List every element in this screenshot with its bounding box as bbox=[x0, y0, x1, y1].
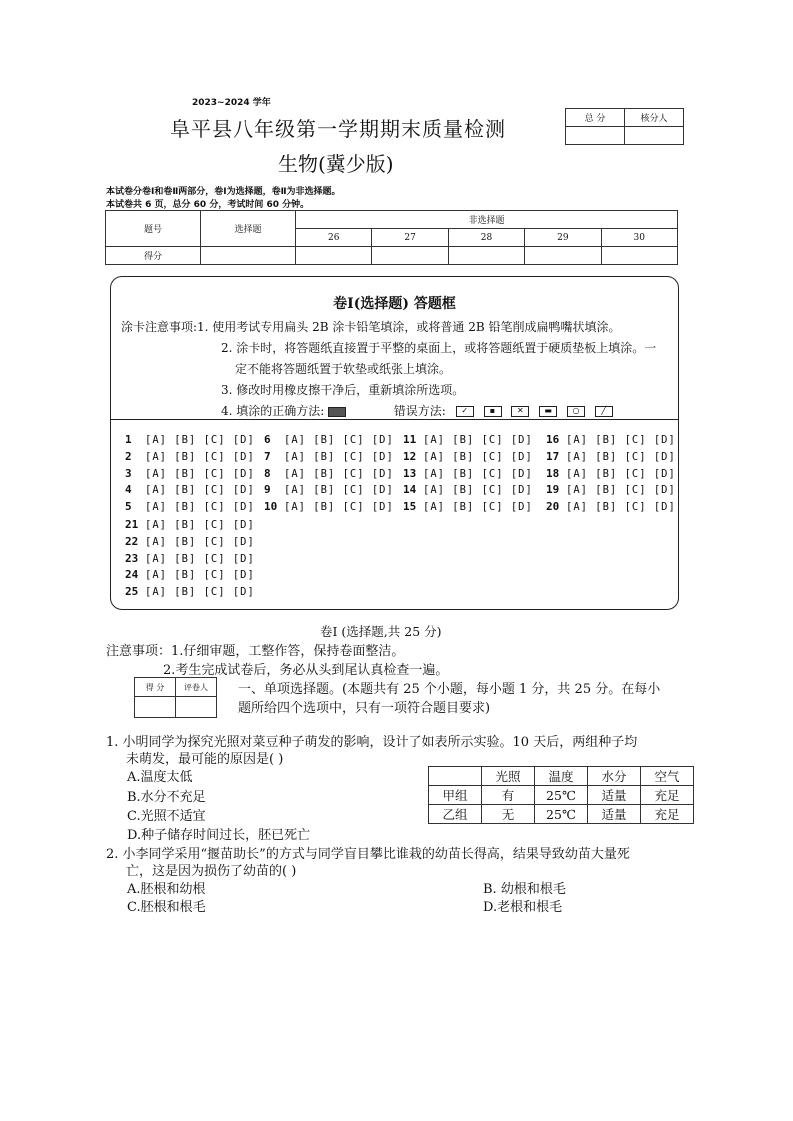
q1-option-b: B.水分不充足 bbox=[127, 790, 206, 805]
note-3: 3. 修改时用橡皮擦干净后，重新填涂所选项。 bbox=[221, 383, 465, 397]
total-score-box bbox=[565, 108, 684, 145]
wrong-check-icon: ✓ bbox=[456, 406, 474, 417]
grader-name-label: 评卷人 bbox=[176, 678, 217, 697]
answer-bubble-row bbox=[546, 450, 676, 463]
answer-bubble-row bbox=[403, 500, 533, 513]
total-score-label: 总 分 bbox=[566, 109, 625, 127]
q1-table-cell: 25℃ bbox=[535, 786, 588, 805]
wrong-dash-icon: ▬ bbox=[539, 406, 557, 417]
answer-options[interactable]: [A] [B] [C] [D] bbox=[145, 484, 255, 497]
question-number: 10 bbox=[264, 500, 278, 514]
q1-experiment-table bbox=[428, 766, 694, 824]
q1-table-header-water: 水分 bbox=[588, 767, 641, 786]
score-table-header-choice: 选择题 bbox=[201, 211, 296, 247]
wrong-slash-icon: ╱ bbox=[595, 406, 613, 417]
question-number: 24 bbox=[125, 568, 139, 582]
score-cell[interactable] bbox=[525, 247, 601, 265]
answer-options[interactable]: [A] [B] [C] [D] bbox=[566, 434, 676, 446]
answer-options[interactable]: [A] [B] [C] [D] bbox=[284, 467, 394, 480]
answer-bubble-row bbox=[125, 500, 255, 513]
q1-table-header-air: 空气 bbox=[641, 767, 694, 786]
answer-options[interactable]: [A] [B] [C] [D] bbox=[145, 552, 255, 565]
q1-table-cell: 无 bbox=[482, 805, 535, 824]
answer-options[interactable]: [A] [B] [C] [D] bbox=[284, 434, 394, 446]
answer-card bbox=[110, 276, 679, 610]
answer-options[interactable]: [A] [B] [C] [D] bbox=[284, 450, 394, 463]
q2-option-d: D.老根和根毛 bbox=[483, 900, 563, 915]
wrong-circle-icon: ○ bbox=[567, 406, 585, 417]
total-score-cell[interactable] bbox=[566, 127, 625, 145]
q1-table-cell: 乙组 bbox=[429, 805, 482, 824]
question-number: 7 bbox=[264, 449, 271, 463]
answer-bubble-row bbox=[125, 535, 255, 548]
question-number: 19 bbox=[546, 483, 560, 497]
answer-options[interactable]: [A] [B] [C] [D] bbox=[145, 501, 255, 514]
answer-bubble-grid bbox=[125, 433, 676, 603]
answer-bubble-row bbox=[125, 518, 255, 531]
answer-options[interactable]: [A] [B] [C] [D] bbox=[566, 484, 676, 497]
checker-cell[interactable] bbox=[625, 127, 684, 145]
q1-table-corner bbox=[429, 767, 482, 786]
question-number: 22 bbox=[125, 534, 139, 548]
correct-fill-example-icon bbox=[328, 407, 346, 417]
answer-bubble-row bbox=[264, 433, 394, 446]
question-number: 17 bbox=[546, 449, 560, 463]
answer-bubble-row bbox=[125, 483, 255, 496]
answer-bubble-row bbox=[546, 467, 676, 480]
q2-stem-2: 亡，这是因为损伤了幼苗的( ) bbox=[126, 864, 297, 879]
score-cell[interactable] bbox=[601, 247, 677, 265]
question-number: 5 bbox=[125, 500, 132, 514]
answer-options[interactable]: [A] [B] [C] [D] bbox=[423, 484, 533, 497]
question-number: 2 bbox=[125, 449, 132, 463]
answer-bubble-row bbox=[403, 467, 533, 480]
grader-name-cell[interactable] bbox=[176, 697, 217, 718]
wrong-dot-icon: ▪ bbox=[484, 406, 502, 417]
question-number: 20 bbox=[546, 500, 560, 514]
q1-option-c: C.光照不适宜 bbox=[127, 809, 206, 824]
intro-line-2: 本试卷共 6 页，总分 60 分，考试时间 60 分钟。 bbox=[106, 200, 310, 210]
volume1-title: 卷Ⅰ (选择题,共 25 分) bbox=[320, 624, 442, 639]
score-table-q30: 30 bbox=[601, 229, 677, 247]
answer-options[interactable]: [A] [B] [C] [D] bbox=[145, 450, 255, 463]
question-number: 6 bbox=[264, 433, 271, 446]
answer-bubble-row bbox=[125, 433, 255, 446]
question-number: 13 bbox=[403, 466, 417, 480]
grader-box bbox=[134, 677, 217, 718]
question-number: 12 bbox=[403, 449, 417, 463]
question-number: 23 bbox=[125, 551, 139, 565]
note-2: 2. 涂卡时，将答题纸直接置于平整的桌面上，或将答题纸置于硬质垫板上填涂。一 bbox=[221, 341, 657, 355]
score-table-q28: 28 bbox=[448, 229, 524, 247]
section-instruction-2: 题所给四个选项中，只有一项符合题目要求) bbox=[238, 701, 491, 716]
question-number: 9 bbox=[264, 483, 271, 497]
q2-option-a: A.胚根和幼根 bbox=[127, 882, 206, 897]
answer-bubble-row bbox=[264, 450, 394, 463]
volume1-note-1: 注意事项：1.仔细审题，工整作答，保持卷面整洁。 bbox=[106, 644, 405, 659]
q1-table-cell: 适量 bbox=[588, 805, 641, 824]
score-table-q29: 29 bbox=[525, 229, 601, 247]
school-year: 2023~2024 学年 bbox=[192, 98, 271, 108]
answer-bubble-row bbox=[546, 433, 676, 446]
grader-score-label: 得 分 bbox=[135, 678, 176, 697]
answer-bubble-row bbox=[403, 450, 533, 463]
score-table bbox=[105, 210, 678, 265]
answer-options[interactable]: [A] [B] [C] [D] bbox=[145, 586, 255, 599]
question-number: 11 bbox=[403, 433, 417, 446]
grader-score-cell[interactable] bbox=[135, 697, 176, 718]
exam-title: 阜平县八年级第一学期期末质量检测 bbox=[170, 117, 506, 141]
answer-options[interactable]: [A] [B] [C] [D] bbox=[423, 434, 533, 446]
answer-bubble-row bbox=[125, 585, 255, 598]
q1-option-d: D.种子储存时间过长，胚已死亡 bbox=[127, 828, 311, 843]
question-number: 3 bbox=[125, 466, 132, 480]
notes-label: 涂卡注意事项: bbox=[121, 320, 198, 334]
question-number: 18 bbox=[546, 466, 560, 480]
answer-options[interactable]: [A] [B] [C] [D] bbox=[284, 484, 394, 497]
q1-table-header-temp: 温度 bbox=[535, 767, 588, 786]
answer-bubble-row bbox=[125, 568, 255, 581]
question-number: 1 bbox=[125, 433, 132, 446]
q1-stem-2: 未萌发，最可能的原因是( ) bbox=[126, 752, 284, 767]
answer-bubble-row bbox=[264, 500, 394, 513]
q2-stem-1: 2. 小李同学采用“揠苗助长”的方式与同学盲目攀比谁栽的幼苗长得高，结果导致幼苗大量死 bbox=[106, 847, 630, 862]
answer-bubble-row bbox=[264, 483, 394, 496]
note-1: 1. 使用考试专用扁头 2B 涂卡铅笔填涂，或将普通 2B 铅笔削成扁鸭嘴状填涂。 bbox=[197, 320, 621, 334]
wrong-cross-icon: ✕ bbox=[511, 406, 529, 417]
score-cell[interactable] bbox=[448, 247, 524, 265]
q1-table-cell: 适量 bbox=[588, 786, 641, 805]
score-cell[interactable] bbox=[372, 247, 448, 265]
score-table-row-label: 得分 bbox=[106, 247, 201, 265]
question-number: 25 bbox=[125, 585, 139, 599]
answer-options[interactable]: [A] [B] [C] [D] bbox=[145, 519, 255, 531]
question-number: 16 bbox=[546, 433, 560, 446]
question-number: 21 bbox=[125, 518, 139, 531]
answer-options[interactable]: [A] [B] [C] [D] bbox=[423, 501, 533, 514]
answer-options[interactable]: [A] [B] [C] [D] bbox=[145, 434, 255, 446]
score-cell[interactable] bbox=[296, 247, 372, 265]
answer-options[interactable]: [A] [B] [C] [D] bbox=[423, 467, 533, 480]
q1-table-cell: 25℃ bbox=[535, 805, 588, 824]
wrong-method-label: 错误方法: bbox=[393, 404, 446, 418]
note-2-cont: 定不能将答题纸置于软垫或纸张上填涂。 bbox=[235, 362, 452, 376]
answer-bubble-row bbox=[403, 483, 533, 496]
score-cell[interactable] bbox=[201, 247, 296, 265]
checker-label: 核分人 bbox=[625, 109, 684, 127]
score-table-q27: 27 bbox=[372, 229, 448, 247]
q1-table-cell: 充足 bbox=[641, 786, 694, 805]
q1-table-cell: 有 bbox=[482, 786, 535, 805]
q1-table-cell: 甲组 bbox=[429, 786, 482, 805]
question-number: 8 bbox=[264, 466, 271, 480]
answer-bubble-row bbox=[125, 467, 255, 480]
answer-options[interactable]: [A] [B] [C] [D] bbox=[423, 450, 533, 463]
question-number: 14 bbox=[403, 483, 417, 497]
q1-option-a: A.温度太低 bbox=[127, 770, 193, 785]
answer-card-notes bbox=[121, 317, 656, 422]
score-table-q26: 26 bbox=[296, 229, 372, 247]
answer-bubble-row bbox=[125, 450, 255, 463]
answer-options[interactable]: [A] [B] [C] [D] bbox=[566, 501, 676, 514]
answer-options[interactable]: [A] [B] [C] [D] bbox=[145, 535, 255, 548]
q1-stem-1: 1. 小明同学为探究光照对菜豆种子萌发的影响，设计了如表所示实验。10 天后，两组种子均 bbox=[106, 735, 638, 750]
answer-bubble-row bbox=[546, 500, 676, 513]
answer-bubble-row bbox=[264, 467, 394, 480]
q2-option-b: B. 幼根和根毛 bbox=[483, 882, 566, 897]
intro-line-1: 本试卷分卷Ⅰ和卷Ⅱ两部分，卷Ⅰ为选择题，卷Ⅱ为非选择题。 bbox=[106, 187, 341, 197]
answer-bubble-row bbox=[125, 552, 255, 565]
score-table-header-nonchoice: 非选择题 bbox=[296, 211, 678, 229]
card-divider bbox=[111, 419, 678, 420]
q1-table-cell: 充足 bbox=[641, 805, 694, 824]
answer-bubble-row bbox=[546, 483, 676, 496]
q1-table-header-light: 光照 bbox=[482, 767, 535, 786]
q2-option-c: C.胚根和根毛 bbox=[127, 900, 206, 915]
answer-options[interactable]: [A] [B] [C] [D] bbox=[145, 467, 255, 480]
answer-options[interactable]: [A] [B] [C] [D] bbox=[566, 450, 676, 463]
answer-options[interactable]: [A] [B] [C] [D] bbox=[566, 467, 676, 480]
answer-options[interactable]: [A] [B] [C] [D] bbox=[284, 501, 394, 514]
answer-options[interactable]: [A] [B] [C] [D] bbox=[145, 569, 255, 582]
note-4: 4. 填涂的正确方法: bbox=[221, 404, 325, 418]
answer-card-title: 卷Ⅰ(选择题) 答题框 bbox=[333, 296, 456, 312]
exam-subtitle: 生物(冀少版) bbox=[278, 152, 394, 176]
volume1-note-2: 2.考生完成试卷后，务必从头到尾认真检查一遍。 bbox=[163, 663, 449, 678]
question-number: 4 bbox=[125, 483, 132, 497]
question-number: 15 bbox=[403, 500, 417, 514]
section-instruction-1: 一、单项选择题。(本题共有 25 个小题，每小题 1 分，共 25 分。在每小 bbox=[238, 682, 661, 697]
score-table-header-number: 题号 bbox=[106, 211, 201, 247]
answer-bubble-row bbox=[403, 433, 533, 446]
